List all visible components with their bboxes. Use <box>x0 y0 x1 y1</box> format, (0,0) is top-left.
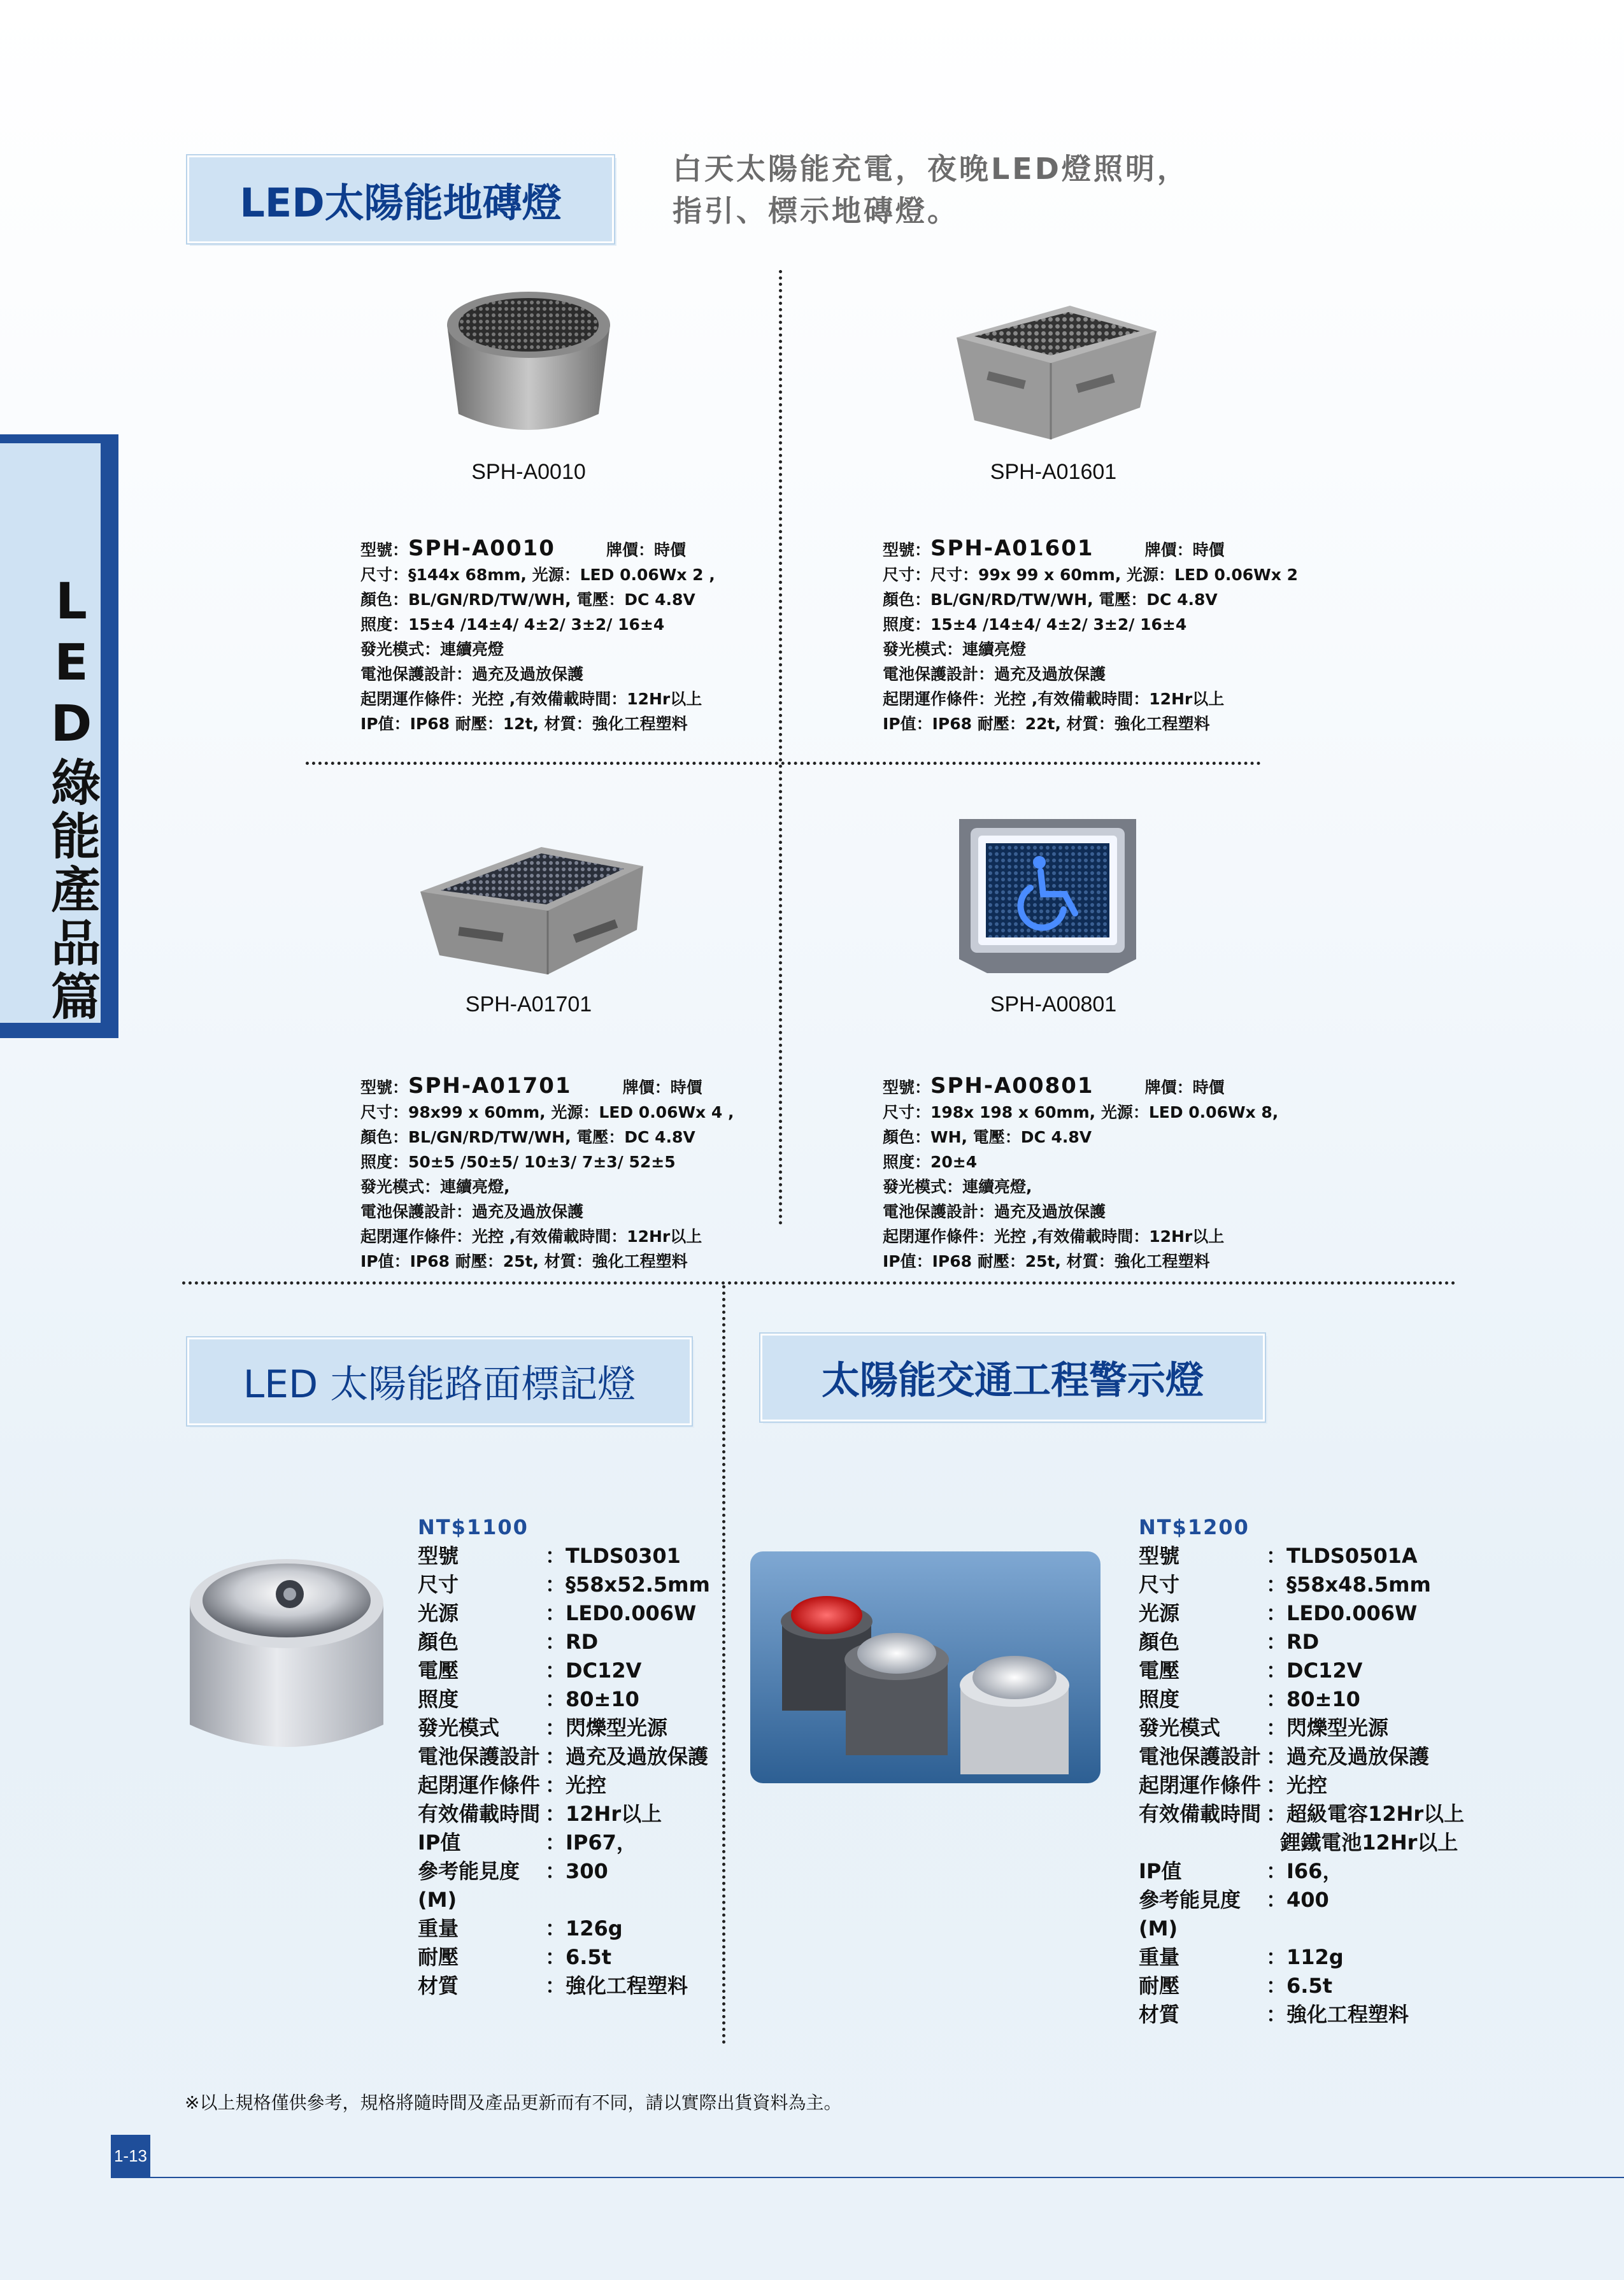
spec-row <box>1139 1771 1464 1800</box>
model-number: SPH-A00801 <box>930 1073 1094 1099</box>
spec-value: ：80±10 <box>545 1687 639 1711</box>
spec-value: ：LED0.006W <box>545 1601 697 1625</box>
spec-row <box>418 1571 710 1599</box>
spec-row <box>1139 1542 1464 1571</box>
spec-row <box>418 1771 710 1800</box>
spec-key: 電壓 <box>1139 1658 1180 1683</box>
spec-value: ：112g <box>1266 1945 1344 1969</box>
spec-line: 起閉運作條件：光控 ,有效備載時間：12Hr以上 <box>360 1227 702 1246</box>
spec-value: ：TLDS0501A <box>1266 1544 1418 1568</box>
spec-line: 發光模式：連續亮燈, <box>883 1178 1032 1196</box>
spec-key: 重量 <box>418 1916 459 1941</box>
spec-value: ：80±10 <box>1266 1687 1360 1711</box>
spec-row <box>1139 1800 1464 1828</box>
spec-block-2: 型號：SPH-A01601 牌價：時價 尺寸：尺寸：99x 99 x 60mm, 光源：LED 0.06Wx 2 顏色：BL/GN/RD/TW/WH, 電壓：DC 4.8V 照度：15±4 /14±4/ 4±2/ 3±2/ 16±4 發光模式：連續亮燈 電池保護設計：過充及過放保護 起閉運作條件：光控 ,有效備載時間：12Hr以上 IP值：IP68 耐壓：22t, 材質：強化工程塑料 <box>883 536 1298 736</box>
spec-value: ：400 <box>1266 1888 1329 1912</box>
spec-line: IP值：IP68 耐壓：25t, 材質：強化工程塑料 <box>883 1252 1210 1271</box>
spec-row <box>1139 1657 1464 1685</box>
spec-line: IP值：IP68 耐壓：25t, 材質：強化工程塑料 <box>360 1252 688 1271</box>
spec-row <box>418 1857 710 1914</box>
spec-row <box>418 1800 710 1828</box>
spec-key: IP值 <box>1139 1859 1182 1883</box>
spec-value: ：300 <box>545 1859 608 1883</box>
footnote: ※以上規格僅供參考，規格將隨時間及產品更新而有不同，請以實際出貨資料為主。 <box>185 2092 842 2113</box>
product-image-sph-a01701 <box>414 822 650 981</box>
spec-row <box>1139 1599 1464 1628</box>
spec-line: 尺寸：尺寸：99x 99 x 60mm, 光源：LED 0.06Wx 2 <box>883 566 1298 584</box>
spec-key: 起閉運作條件 <box>1139 1773 1262 1797</box>
spec-row <box>418 1599 710 1628</box>
spec-value: ：LED0.006W <box>1266 1601 1418 1625</box>
spec-line: 尺寸：98x99 x 60mm, 光源：LED 0.06Wx 4 , <box>360 1103 734 1122</box>
spec-line: 照度：15±4 /14±4/ 4±2/ 3±2/ 16±4 <box>883 615 1187 634</box>
spec-row <box>418 1657 710 1685</box>
spec-value: ：光控 <box>545 1773 607 1797</box>
product-image-sph-a01601 <box>949 274 1165 446</box>
spec-key: 有效備載時間 <box>1139 1802 1262 1826</box>
spec-row <box>418 1943 710 1972</box>
spec-line: 發光模式：連續亮燈, <box>360 1178 510 1196</box>
spec-key: IP值 <box>418 1830 461 1855</box>
section1-tagline-2: 指引、標示地磚燈。 <box>673 194 959 228</box>
spec-key: 參考能見度(M) <box>1139 1888 1241 1941</box>
vertical-divider-bottom <box>722 1285 725 2044</box>
footer-rule <box>111 2177 1624 2178</box>
product-label-2: SPH-A01601 <box>990 460 1117 484</box>
spec-key: 起閉運作條件 <box>418 1773 541 1797</box>
spec-value: ：IP67， <box>545 1830 637 1855</box>
section2-title: LED 太陽能路面標記燈 <box>187 1337 692 1425</box>
spec-value: ：§58x48.5mm <box>1266 1572 1431 1597</box>
spec-line: 顏色：BL/GN/RD/TW/WH, 電壓：DC 4.8V <box>360 590 695 609</box>
spec-line: 電池保護設計：過充及過放保護 <box>360 1202 584 1221</box>
spec-value: ：超級電容12Hr以上 <box>1266 1802 1465 1826</box>
spec-key: 電壓 <box>418 1658 459 1683</box>
horizontal-divider-middle <box>306 762 1261 765</box>
spec-row <box>418 1914 710 1943</box>
spec-key: 光源 <box>1139 1601 1180 1625</box>
product-image-sph-a00801 <box>955 813 1140 978</box>
spec-line: 尺寸：§144x 68mm, 光源：LED 0.06Wx 2 , <box>360 566 715 584</box>
spec-row <box>418 1714 710 1742</box>
spec-key: 發光模式 <box>1139 1716 1221 1740</box>
spec-value: ：§58x52.5mm <box>545 1572 710 1597</box>
spec-key <box>1139 1828 1266 1857</box>
spec-line: 起閉運作條件：光控 ,有效備載時間：12Hr以上 <box>360 690 702 708</box>
spec-line: 電池保護設計：過充及過放保護 <box>360 665 584 683</box>
spec-block-1: 型號：SPH-A0010 牌價：時價 尺寸：§144x 68mm, 光源：LED 0.06Wx 2 , 顏色：BL/GN/RD/TW/WH, 電壓：DC 4.8V 照度：15±4 /14±4/ 4±2/ 3±2/ 16±4 發光模式：連續亮燈 電池保護設計：過充及過放保護 起閉運作條件：光控 ,有效備載時間：12Hr以上 IP值：IP68 耐壓：12t, 材質：強化工程塑料 <box>360 536 715 736</box>
spec-value: ：光控 <box>1266 1773 1328 1797</box>
spec-value: ：閃爍型光源 <box>1266 1716 1389 1740</box>
spec-row <box>418 1972 710 2000</box>
spec-row <box>1139 1828 1464 1857</box>
spec-value: ：DC12V <box>545 1658 642 1683</box>
section1-tagline-1: 白天太陽能充電，夜晚LED燈照明， <box>673 152 1189 186</box>
spec-key: 顏色 <box>1139 1630 1180 1654</box>
spec-row <box>418 1828 710 1857</box>
spec-key: 照度 <box>1139 1687 1180 1711</box>
spec-key: 材質 <box>1139 2002 1180 2027</box>
price-tag: NT$1100 <box>418 1515 529 1539</box>
spec-value: ：閃爍型光源 <box>545 1716 668 1740</box>
spec-value: ：過充及過放保護 <box>1266 1744 1430 1769</box>
product-label-3: SPH-A01701 <box>465 992 592 1016</box>
spec-line: 起閉運作條件：光控 ,有效備載時間：12Hr以上 <box>883 690 1225 708</box>
spec-row <box>1139 1685 1464 1714</box>
spec-value: ：DC12V <box>1266 1658 1363 1683</box>
spec-value: ：I66， <box>1266 1859 1343 1883</box>
price-label: 牌價：時價 <box>622 1078 702 1097</box>
spec-key: 材質 <box>418 1974 459 1998</box>
spec-key: 型號 <box>418 1544 459 1568</box>
spec-line: 尺寸：198x 198 x 60mm, 光源：LED 0.06Wx 8, <box>883 1103 1279 1122</box>
spec-row <box>1139 1571 1464 1599</box>
spec-line: 發光模式：連續亮燈 <box>883 640 1027 659</box>
spec-key: 尺寸 <box>1139 1572 1180 1597</box>
spec-line: 電池保護設計：過充及過放保護 <box>883 1202 1106 1221</box>
spec-value: ：RD <box>545 1630 599 1654</box>
spec-line: 電池保護設計：過充及過放保護 <box>883 665 1106 683</box>
side-tab-label: LED綠能產品篇 <box>43 573 100 1024</box>
spec-line: 顏色：WH, 電壓：DC 4.8V <box>883 1128 1092 1146</box>
spec-row <box>1139 1943 1464 1972</box>
spec-line: IP值：IP68 耐壓：12t, 材質：強化工程塑料 <box>360 715 688 733</box>
product-image-tlds0301 <box>185 1534 388 1763</box>
spec-value: 鋰鐵電池12Hr以上 <box>1266 1830 1458 1855</box>
spec-row <box>418 1628 710 1657</box>
spec-row <box>1139 1742 1464 1771</box>
spec-row <box>418 1542 710 1571</box>
spec-row <box>1139 1886 1464 1943</box>
spec-row <box>1139 1972 1464 2000</box>
spec-block-4: 型號：SPH-A00801 牌價：時價 尺寸：198x 198 x 60mm, 光源：LED 0.06Wx 8, 顏色：WH, 電壓：DC 4.8V 照度：20±4 發光模式：連續亮燈, 電池保護設計：過充及過放保護 起閉運作條件：光控 ,有效備載時間：12Hr以上 IP值：IP68 耐壓：25t, 材質：強化工程塑料 <box>883 1074 1278 1274</box>
spec-key: 型號 <box>1139 1544 1180 1568</box>
page-number: 1-13 <box>111 2135 150 2177</box>
spec-line: 照度：20±4 <box>883 1153 978 1171</box>
horizontal-divider-bottom <box>182 1281 1456 1285</box>
spec-line: 顏色：BL/GN/RD/TW/WH, 電壓：DC 4.8V <box>360 1128 695 1146</box>
spec-row <box>418 1685 710 1714</box>
spec-line: IP值：IP68 耐壓：22t, 材質：強化工程塑料 <box>883 715 1210 733</box>
spec-key: 耐壓 <box>1139 1974 1180 1998</box>
spec-row <box>1139 1714 1464 1742</box>
spec-line: 起閉運作條件：光控 ,有效備載時間：12Hr以上 <box>883 1227 1225 1246</box>
spec-row <box>1139 2000 1464 2029</box>
spec-value: ：6.5t <box>1266 1974 1332 1998</box>
spec-row <box>1139 1857 1464 1886</box>
section3-title: 太陽能交通工程警示燈 <box>760 1334 1265 1421</box>
spec-key: 顏色 <box>418 1630 459 1654</box>
spec-key: 發光模式 <box>418 1716 500 1740</box>
spec-block-3: 型號：SPH-A01701 牌價：時價 尺寸：98x99 x 60mm, 光源：LED 0.06Wx 4 , 顏色：BL/GN/RD/TW/WH, 電壓：DC 4.8V 照度：50±5 /50±5/ 10±3/ 7±3/ 52±5 發光模式：連續亮燈, 電池保護設計：過充及過放保護 起閉運作條件：光控 ,有效備載時間：12Hr以上 IP值：IP68 耐壓：25t, 材質：強化工程塑料 <box>360 1074 734 1274</box>
spec-line: 顏色：BL/GN/RD/TW/WH, 電壓：DC 4.8V <box>883 590 1218 609</box>
spec-row <box>418 1742 710 1771</box>
vertical-divider-top <box>779 270 782 1225</box>
spec-key: 有效備載時間 <box>418 1802 541 1826</box>
spec-value: ：126g <box>545 1916 623 1941</box>
spec-value: ：過充及過放保護 <box>545 1744 709 1769</box>
spec-key: 照度 <box>418 1687 459 1711</box>
spec-value: ：RD <box>1266 1630 1320 1654</box>
spec-row <box>1139 1628 1464 1657</box>
spec-key: 光源 <box>418 1601 459 1625</box>
product-label-4: SPH-A00801 <box>990 992 1117 1016</box>
price-label: 牌價：時價 <box>1144 541 1225 559</box>
price-label: 牌價：時價 <box>606 541 686 559</box>
model-number: SPH-A0010 <box>408 536 555 561</box>
price-tag: NT$1200 <box>1139 1515 1250 1539</box>
spec-value: ：TLDS0301 <box>545 1544 681 1568</box>
spec-key: 尺寸 <box>418 1572 459 1597</box>
section1-title: LED太陽能地磚燈 <box>187 155 614 243</box>
spec-block-section2 <box>418 1513 710 2000</box>
spec-value: ：6.5t <box>545 1945 611 1969</box>
price-label: 牌價：時價 <box>1144 1078 1225 1097</box>
spec-value: ：12Hr以上 <box>545 1802 662 1826</box>
product-image-tlds0501a <box>750 1551 1100 1783</box>
spec-line: 照度：15±4 /14±4/ 4±2/ 3±2/ 16±4 <box>360 615 665 634</box>
spec-key: 電池保護設計 <box>418 1744 541 1769</box>
model-number: SPH-A01701 <box>408 1073 572 1099</box>
spec-value: ：強化工程塑料 <box>1266 2002 1409 2027</box>
spec-line: 照度：50±5 /50±5/ 10±3/ 7±3/ 52±5 <box>360 1153 676 1171</box>
spec-line: 發光模式：連續亮燈 <box>360 640 504 659</box>
spec-key: 重量 <box>1139 1945 1180 1969</box>
product-image-sph-a0010 <box>433 274 624 446</box>
spec-key: 耐壓 <box>418 1945 459 1969</box>
model-number: SPH-A01601 <box>930 536 1094 561</box>
spec-key: 電池保護設計 <box>1139 1744 1262 1769</box>
product-label-1: SPH-A0010 <box>471 460 586 484</box>
spec-key: 參考能見度(M) <box>418 1859 520 1912</box>
spec-block-section3 <box>1139 1513 1464 2029</box>
spec-value: ：強化工程塑料 <box>545 1974 688 1998</box>
